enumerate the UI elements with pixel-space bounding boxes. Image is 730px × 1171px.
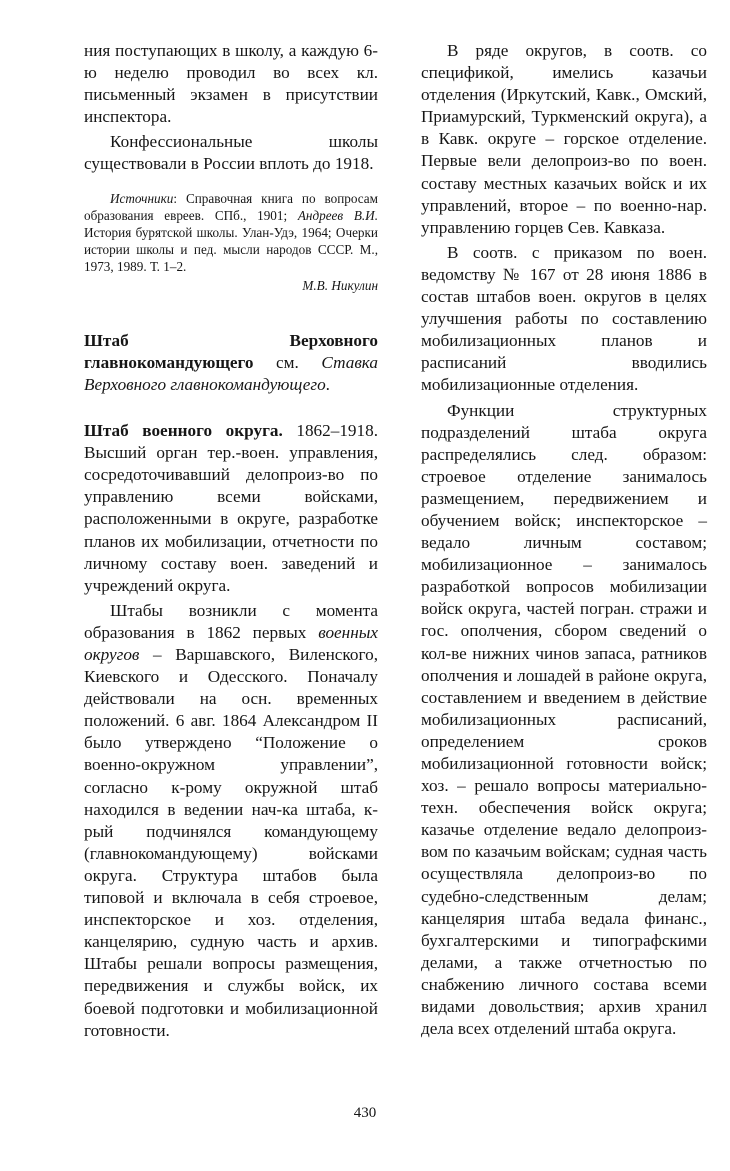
sources-text-1: : Справочная книга по вопросам образования евреев. СПб., 1901; bbox=[84, 190, 378, 223]
history-text-2: – Варшавского, Виленского, Киевского и Одесского. Поначалу действовали на осн. временных положений. 6 авг. 1864 Александром II было утверждено “Положение о военно-окружном управлении”, согласно к-рому окружной штаб находился в ведении нач-ка штаба, к-рый подчинялся командующему (главнокомандующему) войсками округа. Структура штабов была типовой и включала в себя строевое, инспекторское и хоз. отделения, канцелярию, судную часть и архив. Штабы решали вопросы размещения, передвижения и службы войск, их боевой подготовки и мобилизационной готовности. bbox=[84, 645, 378, 1040]
left-column bbox=[84, 40, 378, 1042]
sources-author: Андреев В.И. bbox=[297, 207, 378, 223]
cross-reference: Ставка Верховного главнокомандующего bbox=[84, 352, 378, 394]
continuation-paragraph: ния поступающих в школу, а каждую 6-ю неделю проводил во всех кл. письменный экзамен в присутствии инспектора. bbox=[84, 41, 378, 127]
mobilization-paragraph: В соотв. с приказом по воен. ведомству № 167 от 28 июня 1886 в состав штабов воен. округов в целях улучшения работы по составлению мобилизационных планов и расписаний вводились мобилизационные отделения. bbox=[421, 242, 707, 395]
history-paragraph bbox=[84, 600, 378, 1042]
page-number: 430 bbox=[353, 1105, 377, 1121]
right-column bbox=[421, 40, 707, 1040]
sources-label: Источники bbox=[110, 190, 174, 206]
see-text: см. bbox=[253, 352, 322, 372]
entry-end: . bbox=[325, 374, 330, 394]
sources-text-2: История бурятской школы. Улан-Удэ, 1964; Очерки истории школы и пед. мысли народов СССР. М., 1973, 1989. Т. 1–2. bbox=[84, 224, 378, 275]
cossack-paragraph: В ряде округов, в соотв. со спецификой, имелись казачьи отделения (Иркутский, Кавк., Омский, Приамурский, Туркменский округа), а в Кавк. округе – горское отделение. Первые вели делопроиз-во по воен. составу местных казачьих войск и их управлений, второе – по военно-нар. управлению горцев Сев. Кавказа. bbox=[421, 41, 707, 237]
functions-paragraph: Функции структурных подразделений штаба округа распределялись след. образом: строевое отделение занималось размещением, передвижением и обучением войск; инспекторское – ведало личным составом; мобилизационное – занималось разработкой вопросов мобилизации войск округа, частей погран. стражи и гос. ополчения, сбором сведений о кол-ве нижних чинов запаса, ратников ополчения и лошадей в районе округа, составлением и введением в действие мобилизационных расписаний, определением сроков мобилизационной готовности войск; хоз. – решало вопросы материально-техн. обеспечения войск округа; казачье отделение ведало делопроиз-вом по казачьим войскам; судная часть осуществляла делопроиз-во по судебно-следственным делам; канцелярия штаба ведала финанс., бухгалтерскими и типографскими делами, а также отчетностью по снабжению личного состава всеми видами довольствия; архив хранил дела всех отделений штаба округа. bbox=[421, 400, 707, 1039]
confessional-paragraph: Конфессиональные школы существовали в России вплоть до 1918. bbox=[84, 132, 378, 174]
definition: 1862–1918. Высший орган тер.-воен. управления, сосредоточивавший делопроиз-во по управлению всеми войсками, расположенными в округе, разработке планов их мобилизации, отчетности по личному составу воен. заведений и учреждений округа. bbox=[84, 421, 379, 595]
history-italic: военных округов bbox=[84, 622, 378, 664]
author-signature: М.В. Никулин bbox=[302, 277, 378, 293]
entry-supreme-commander bbox=[84, 330, 378, 396]
history-text-1: Штабы возникли с момента образования в 1862 первых bbox=[84, 600, 378, 642]
entry-military-district bbox=[84, 420, 378, 597]
sources-paragraph bbox=[84, 190, 378, 276]
headword-military-district: Штаб военного округа. bbox=[84, 421, 283, 441]
headword-supreme: Штаб Верховного главнокомандующего bbox=[84, 330, 378, 372]
